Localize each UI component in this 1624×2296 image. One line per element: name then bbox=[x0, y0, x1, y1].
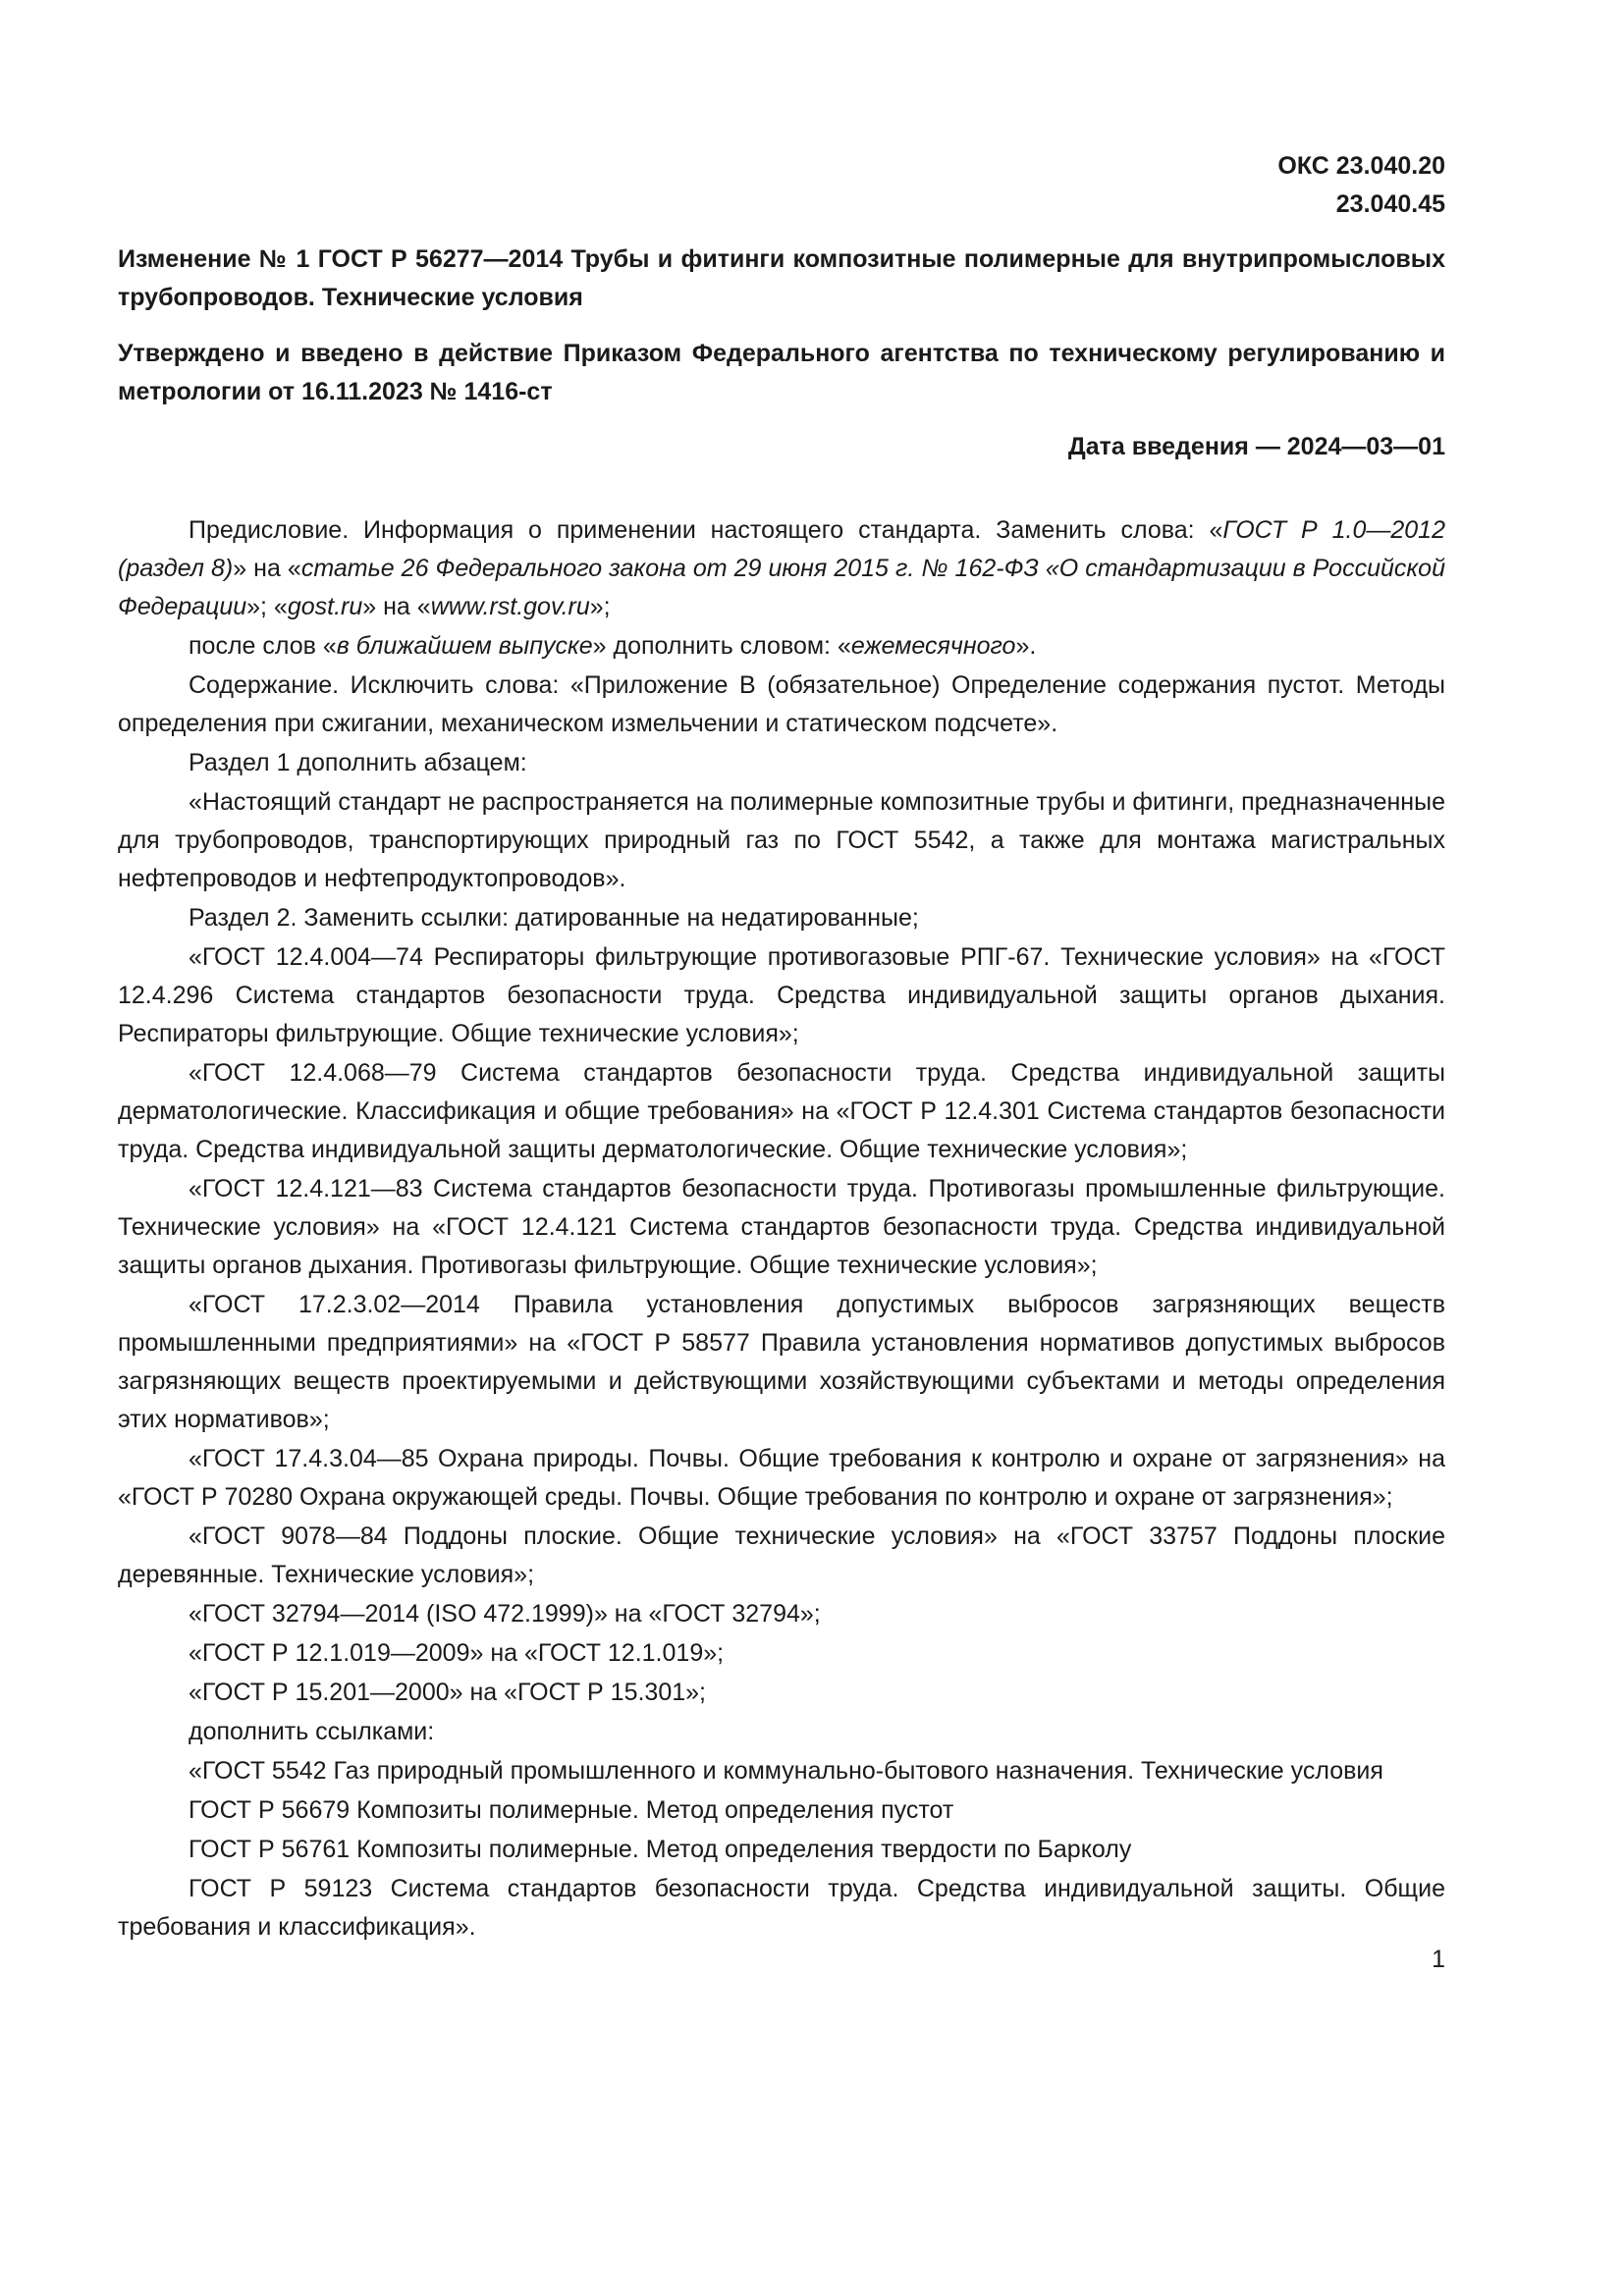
paragraph-after-words bbox=[118, 627, 1445, 666]
oks-code-secondary: 23.040.45 bbox=[1335, 190, 1445, 218]
paragraph-reference-12-1-019: «ГОСТ Р 12.1.019—2009» на «ГОСТ 12.1.019»; bbox=[189, 1639, 725, 1667]
introduction-date: Дата введения — 2024—03—01 bbox=[1067, 433, 1445, 460]
paragraph-reference-12-4-068: «ГОСТ 12.4.068—79 Система стандартов безопасности труда. Средства индивидуальной защиты дерматологические. Классификация и общие требования» на «ГОСТ Р 12.4.301 Система стандартов безопасности труда. Средства индивидуальной защиты дерматологические. Общие технические условия»; bbox=[118, 1059, 1445, 1163]
text-segment: после слов « bbox=[189, 632, 337, 660]
italic-segment: gost.ru bbox=[287, 593, 363, 620]
paragraph-foreword bbox=[118, 511, 1445, 626]
paragraph-section-2: Раздел 2. Заменить ссылки: датированные на недатированные; bbox=[189, 904, 919, 932]
page-number: 1 bbox=[1432, 1946, 1445, 1973]
paragraph-reference-12-4-121: «ГОСТ 12.4.121—83 Система стандартов безопасности труда. Противогазы промышленные фильтрующие. Технические условия» на «ГОСТ 12.4.121 Система стандартов безопасности труда. Средства индивидуальной защиты органов дыхания. Противогазы фильтрующие. Общие технические условия»; bbox=[118, 1175, 1445, 1279]
paragraph-reference-17-2-3-02: «ГОСТ 17.2.3.02—2014 Правила установления допустимых выбросов загрязняющих веществ промышленными предприятиями» на «ГОСТ Р 58577 Правила установления нормативов допустимых выбросов загрязняющих веществ проектируемыми и действующими хозяйствующими субъектами и методы определения этих нормативов»; bbox=[118, 1291, 1445, 1433]
paragraph-reference-56679: ГОСТ Р 56679 Композиты полимерные. Метод определения пустот bbox=[189, 1796, 954, 1824]
paragraph-scope-addition: «Настоящий стандарт не распространяется на полимерные композитные трубы и фитинги, предназначенные для трубопроводов, транспортирующих природный газ по ГОСТ 5542, а также для монтажа магистральных нефтепроводов и нефтепродуктопроводов». bbox=[118, 788, 1445, 892]
paragraph-reference-15-201: «ГОСТ Р 15.201—2000» на «ГОСТ Р 15.301»; bbox=[189, 1679, 706, 1706]
text-segment: »; bbox=[589, 593, 611, 620]
amendment-title: Изменение № 1 ГОСТ Р 56277—2014 Трубы и фитинги композитные полимерные для внутрипромысловых трубопроводов. Технические условия bbox=[118, 245, 1445, 311]
approval-statement: Утверждено и введено в действие Приказом Федерального агентства по техническому регулированию и метрологии от 16.11.2023 № 1416-ст bbox=[118, 340, 1445, 405]
text-segment: » дополнить словом: « bbox=[592, 632, 851, 660]
italic-segment: ГОСТ Р 1.0—2012 (раздел 8) bbox=[118, 516, 1445, 582]
paragraph-reference-59123: ГОСТ Р 59123 Система стандартов безопасности труда. Средства индивидуальной защиты. Общие требования и классификация». bbox=[118, 1875, 1445, 1941]
document-body bbox=[118, 511, 1445, 1947]
paragraph-reference-12-4-004: «ГОСТ 12.4.004—74 Респираторы фильтрующие противогазовые РПГ-67. Технические условия» на «ГОСТ 12.4.296 Система стандартов безопасности труда. Средства индивидуальной защиты органов дыхания. Респираторы фильтрующие. Общие технические условия»; bbox=[118, 943, 1445, 1047]
text-segment: »; « bbox=[246, 593, 288, 620]
paragraph-reference-5542: «ГОСТ 5542 Газ природный промышленного и коммунально-бытового назначения. Технические условия bbox=[189, 1757, 1383, 1785]
text-segment: » на « bbox=[233, 555, 301, 582]
italic-segment: статье 26 Федерального закона от 29 июня 2015 г. № 162-ФЗ «О стандартизации в Российской Федерации bbox=[118, 555, 1445, 620]
document-page bbox=[118, 147, 1445, 1947]
text-segment: ». bbox=[1015, 632, 1037, 660]
italic-segment: ежемесячного bbox=[850, 632, 1016, 660]
paragraph-contents: Содержание. Исключить слова: «Приложение В (обязательное) Определение содержания пустот. Методы определения при сжигании, механическом измельчении и статическом подсчете». bbox=[118, 671, 1445, 737]
paragraph-section-1: Раздел 1 дополнить абзацем: bbox=[189, 749, 527, 776]
italic-segment: www.rst.gov.ru bbox=[430, 593, 590, 620]
italic-segment: в ближайшем выпуске bbox=[336, 632, 593, 660]
paragraph-add-references: дополнить ссылками: bbox=[189, 1718, 435, 1745]
text-segment: » на « bbox=[362, 593, 431, 620]
classification-code-block bbox=[118, 147, 1445, 224]
paragraph-reference-32794: «ГОСТ 32794—2014 (ISO 472.1999)» на «ГОСТ 32794»; bbox=[189, 1600, 821, 1628]
paragraph-reference-9078: «ГОСТ 9078—84 Поддоны плоские. Общие технические условия» на «ГОСТ 33757 Поддоны плоские деревянные. Технические условия»; bbox=[118, 1522, 1445, 1588]
oks-code-primary: ОКС 23.040.20 bbox=[1277, 152, 1445, 180]
paragraph-reference-56761: ГОСТ Р 56761 Композиты полимерные. Метод определения твердости по Барколу bbox=[189, 1836, 1132, 1863]
paragraph-reference-17-4-3-04: «ГОСТ 17.4.3.04—85 Охрана природы. Почвы. Общие требования к контролю и охране от загрязнения» на «ГОСТ Р 70280 Охрана окружающей среды. Почвы. Общие требования по контролю и охране от загрязнения»; bbox=[118, 1445, 1445, 1511]
text-segment: Предисловие. Информация о применении настоящего стандарта. Заменить слова: « bbox=[189, 516, 1223, 544]
